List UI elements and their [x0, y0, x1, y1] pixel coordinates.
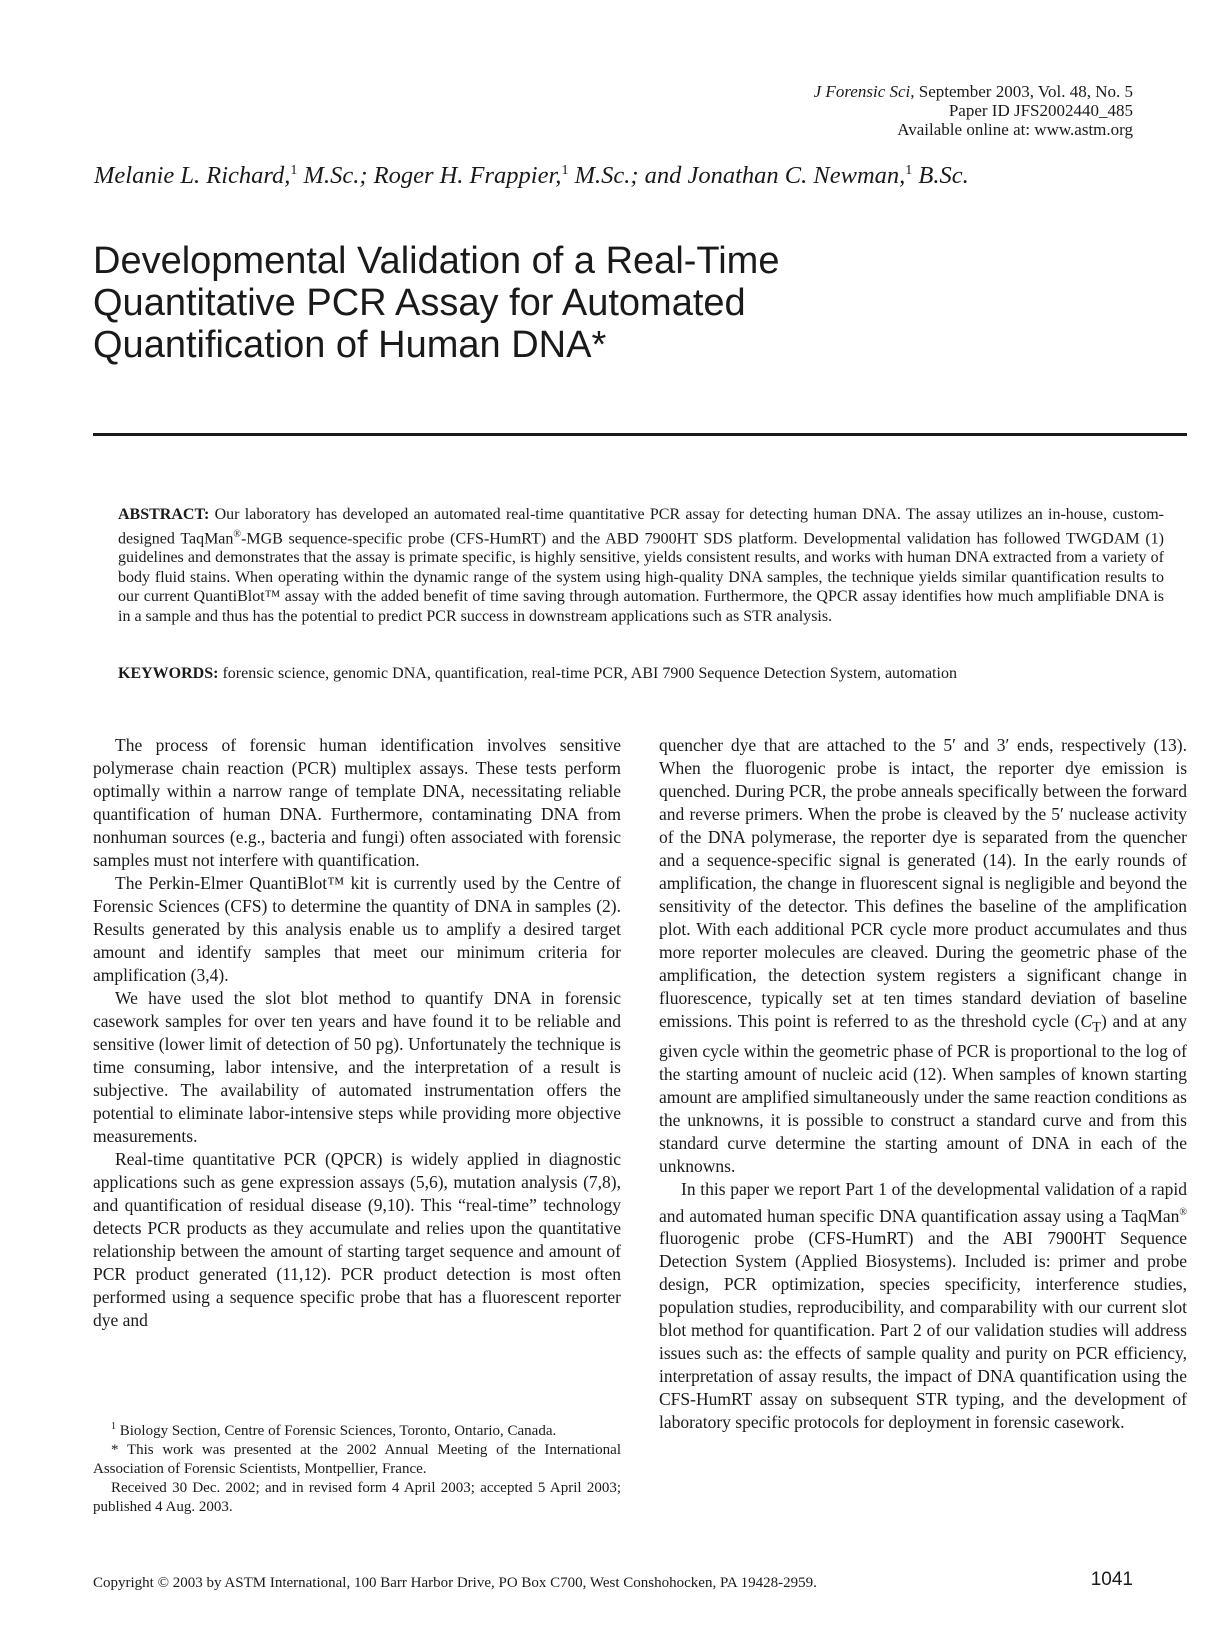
page-number: 1041 [1090, 1569, 1133, 1590]
body-column-right [659, 734, 1187, 1434]
footnotes [93, 1417, 621, 1517]
title-divider [93, 433, 1187, 436]
online-availability: Available online at: www.astm.org [897, 120, 1133, 139]
title-line: Developmental Validation of a Real-Time [93, 240, 780, 282]
keywords: KEYWORDS: forensic science, genomic DNA, quantification, real-time PCR, ABI 7900 Sequence Detection System, automation [118, 665, 957, 682]
title-line: Quantitative PCR Assay for Automated [93, 282, 746, 324]
footnote: * This work was presented at the 2002 Annual Meeting of the International Association of Forensic Scientists, Montpellier, France. [93, 1442, 621, 1477]
paper-id: Paper ID JFS2002440_485 [948, 101, 1133, 120]
abstract-label: ABSTRACT: [118, 506, 210, 523]
journal-header [814, 82, 1133, 139]
paragraph: The Perkin-Elmer QuantiBlot™ kit is currently used by the Centre of Forensic Sciences (CFS) to determine the quantity of DNA in samples (2). Results generated by this analysis enable us to amplify a desired target amount and identify samples that meet our minimum criteria for amplification (3,4). [93, 873, 621, 985]
title-line: Quantification of Human DNA* [93, 324, 607, 366]
copyright-notice: Copyright © 2003 by ASTM International, 100 Barr Harbor Drive, PO Box C700, West Conshohocken, PA 19428-2959. [93, 1575, 817, 1591]
paragraph: quencher dye that are attached to the 5′ and 3′ ends, respectively (13). When the fluorogenic probe is intact, the reporter dye emission is quenched. During PCR, the probe anneals specifically between the forward and reverse primers. When the probe is cleaved by the 5′ nuclease activity of the DNA polymerase, the reporter dye is separated from the quencher and a sequence-specific signal is generated (14). In the early rounds of amplification, the change in fluorescent signal is negligible and beyond the sensitivity of the detector. This defines the baseline of the amplification plot. With each additional PCR cycle more product accumulates and thus more reporter molecules are cleaved. During the geometric phase of the amplification, the detection system registers a significant change in fluorescence, typically set at ten times standard deviation of baseline emissions. This point is referred to as the threshold cycle $(C_T)$ and at any given cycle within the geometric phase of PCR is proportional to the log of the starting amount of nucleic acid (12). When samples of known starting amount are amplified simultaneously under the same reaction conditions as the unknowns, it is possible to construct a standard curve and from this standard curve determine the starting amount of DNA in each of the unknowns. [659, 735, 1187, 1176]
footnote: $^1$ Biology Section, Centre of Forensic Sciences, Toronto, Ontario, Canada. [111, 1421, 557, 1439]
abstract: ABSTRACT: Our laboratory has developed an automated real-time quantitative PCR assay for detecting human DNA. The assay utilizes an in-house, custom-designed TaqMan®-MGB sequence-specific probe (CFS-HumRT) and the ABD 7900HT SDS platform. Developmental validation has followed TWGDAM (1) guidelines and demonstrates that the assay is primate specific, is highly sensitive, yields consistent results, and works with human DNA extracted from a variety of body fluid stains. When operating within the dynamic range of the system using high-quality DNA samples, the technique yields similar quantification results to our current QuantiBlot™ assay with the added benefit of time saving through automation. Furthermore, the QPCR assay identifies how much amplifiable DNA is in a sample and thus has the potential to predict PCR success in downstream applications such as STR analysis. [118, 506, 1165, 625]
paper-title [93, 240, 893, 366]
journal-issue: September 2003, Vol. 48, No. 5 [914, 82, 1133, 101]
paragraph: We have used the slot blot method to quantify DNA in forensic casework samples for over ten years and have found it to be reliable and sensitive (lower limit of detection of 50 pg). Unfortunately the technique is time consuming, labor intensive, and the interpretation of a result is subjective. The availability of automated instrumentation offers the potential to eliminate labor-intensive steps while providing more objective measurements. [93, 988, 621, 1146]
journal-citation [814, 82, 1133, 101]
author-list: Melanie L. Richard,$^1$ M.Sc.; Roger H. Frappier,$^1$ M.Sc.; and Jonathan C. Newman,$^1$ B.Sc. [94, 162, 969, 189]
paragraph: The process of forensic human identification involves sensitive polymerase chain reaction (PCR) multiplex assays. These tests perform optimally within a narrow range of template DNA, necessitating reliable quantification of human DNA. Furthermore, contaminating DNA from nonhuman sources (e.g., bacteria and fungi) often associated with forensic samples must not interfere with quantification. [93, 735, 621, 870]
paragraph: In this paper we report Part 1 of the developmental validation of a rapid and automated human specific DNA quantification assay using a TaqMan® fluorogenic probe (CFS-HumRT) and the ABI 7900HT Sequence Detection System (Applied Biosystems). Included is: primer and probe design, PCR optimization, species specificity, interference studies, population studies, reproducibility, and comparability with our current slot blot method for quantification. Part 2 of our validation studies will address issues such as: the effects of sample quality and purity on PCR efficiency, interpretation of assay results, the impact of DNA quantification using the CFS-HumRT assay on subsequent STR typing, and the development of laboratory specific protocols for deployment in forensic casework. [659, 1178, 1187, 1433]
body-column-left [93, 734, 621, 1332]
paragraph: Real-time quantitative PCR (QPCR) is widely applied in diagnostic applications such as gene expression assays (5,6), mutation analysis (7,8), and quantification of residual disease (9,10). This “real-time” technology detects PCR products as they accumulate and relies upon the quantitative relationship between the amount of starting target sequence and amount of PCR product generated (11,12). PCR product detection is most often performed using a sequence specific probe that has a fluorescent reporter dye and [93, 1149, 621, 1330]
journal-name: J Forensic Sci, [813, 82, 915, 101]
keywords-label: KEYWORDS: [118, 665, 219, 682]
footnote: Received 30 Dec. 2002; and in revised form 4 April 2003; accepted 5 April 2003; published 4 Aug. 2003. [93, 1480, 621, 1515]
